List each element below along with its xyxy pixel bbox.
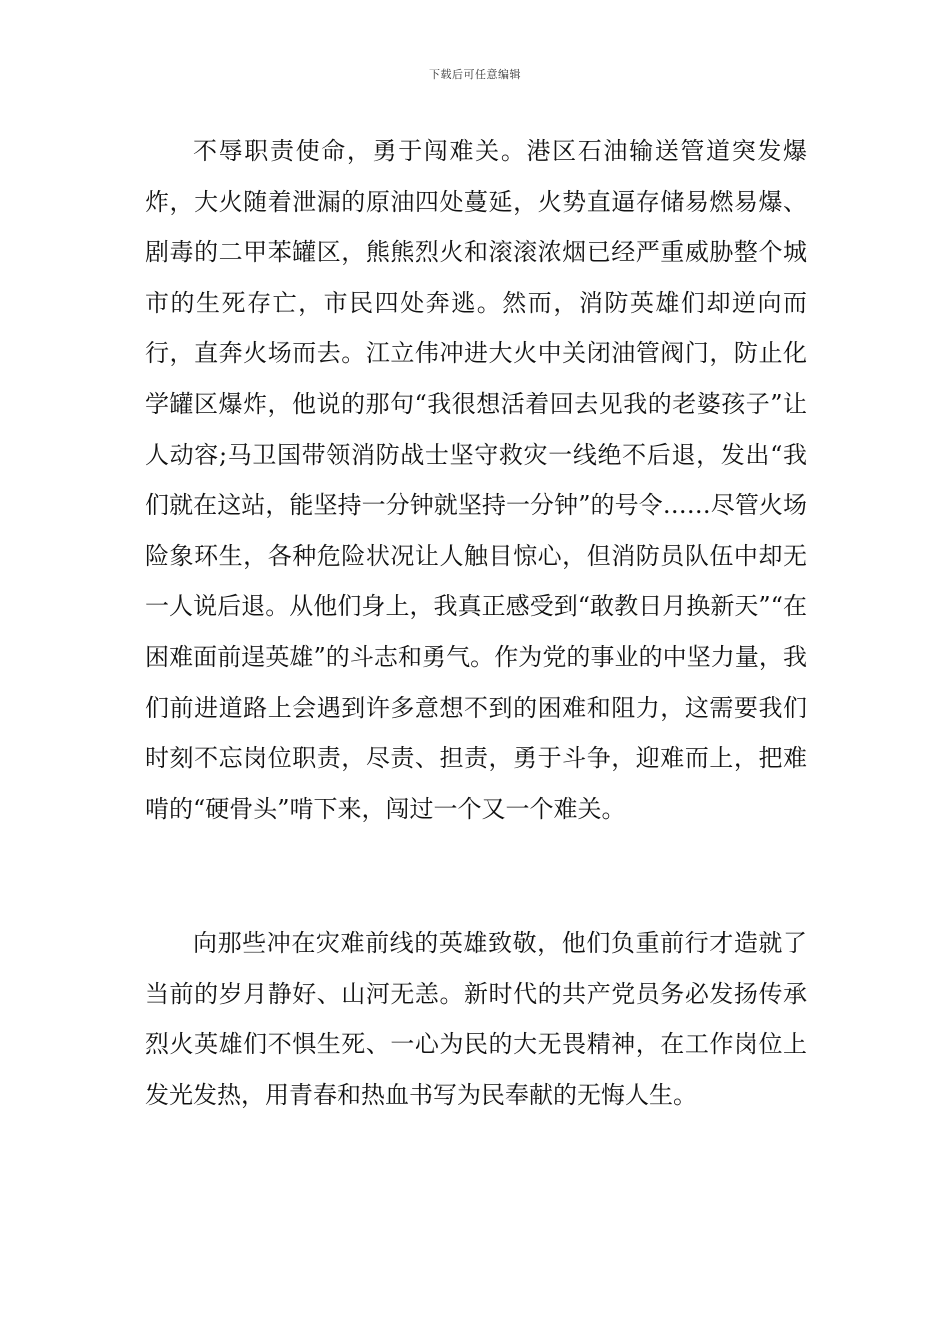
body-paragraph: 向那些冲在灾难前线的英雄致敬，他们负重前行才造就了当前的岁月静好、山河无恙。新时代的共产党员务必发扬传承烈火英雄们不惧生死、一心为民的大无畏精神，在工作岗位上发光发热，用青春和热血书写为民奉献的无悔人生。	[145, 929, 807, 1109]
page-header-note: 下载后可任意编辑	[429, 68, 521, 81]
body-paragraph: 不辱职责使命，勇于闯难关。港区石油输送管道突发爆炸，大火随着泄漏的原油四处蔓延，火势直逼存储易燃易爆、剧毒的二甲苯罐区，熊熊烈火和滚滚浓烟已经严重威胁整个城市的生死存亡，市民四处奔逃。然而，消防英雄们却逆向而行，直奔火场而去。江立伟冲进大火中关闭油管阀门，防止化学罐区爆炸，他说的那句“我很想活着回去见我的老婆孩子”让人动容;马卫国带领消防战士坚守救灾一线绝不后退，发出“我们就在这站，能坚持一分钟就坚持一分钟”的号令……尽管火场险象环生，各种危险状况让人触目惊心，但消防员队伍中却无一人说后退。从他们身上，我真正感受到“敢教日月换新天”“在困难面前逞英雄”的斗志和勇气。作为党的事业的中坚力量，我们前进道路上会遇到许多意想不到的困难和阻力，这需要我们时刻不忘岗位职责，尽责、担责，勇于斗争，迎难而上，把难啃的“硬骨头”啃下来，闯过一个又一个难关。	[145, 137, 807, 823]
